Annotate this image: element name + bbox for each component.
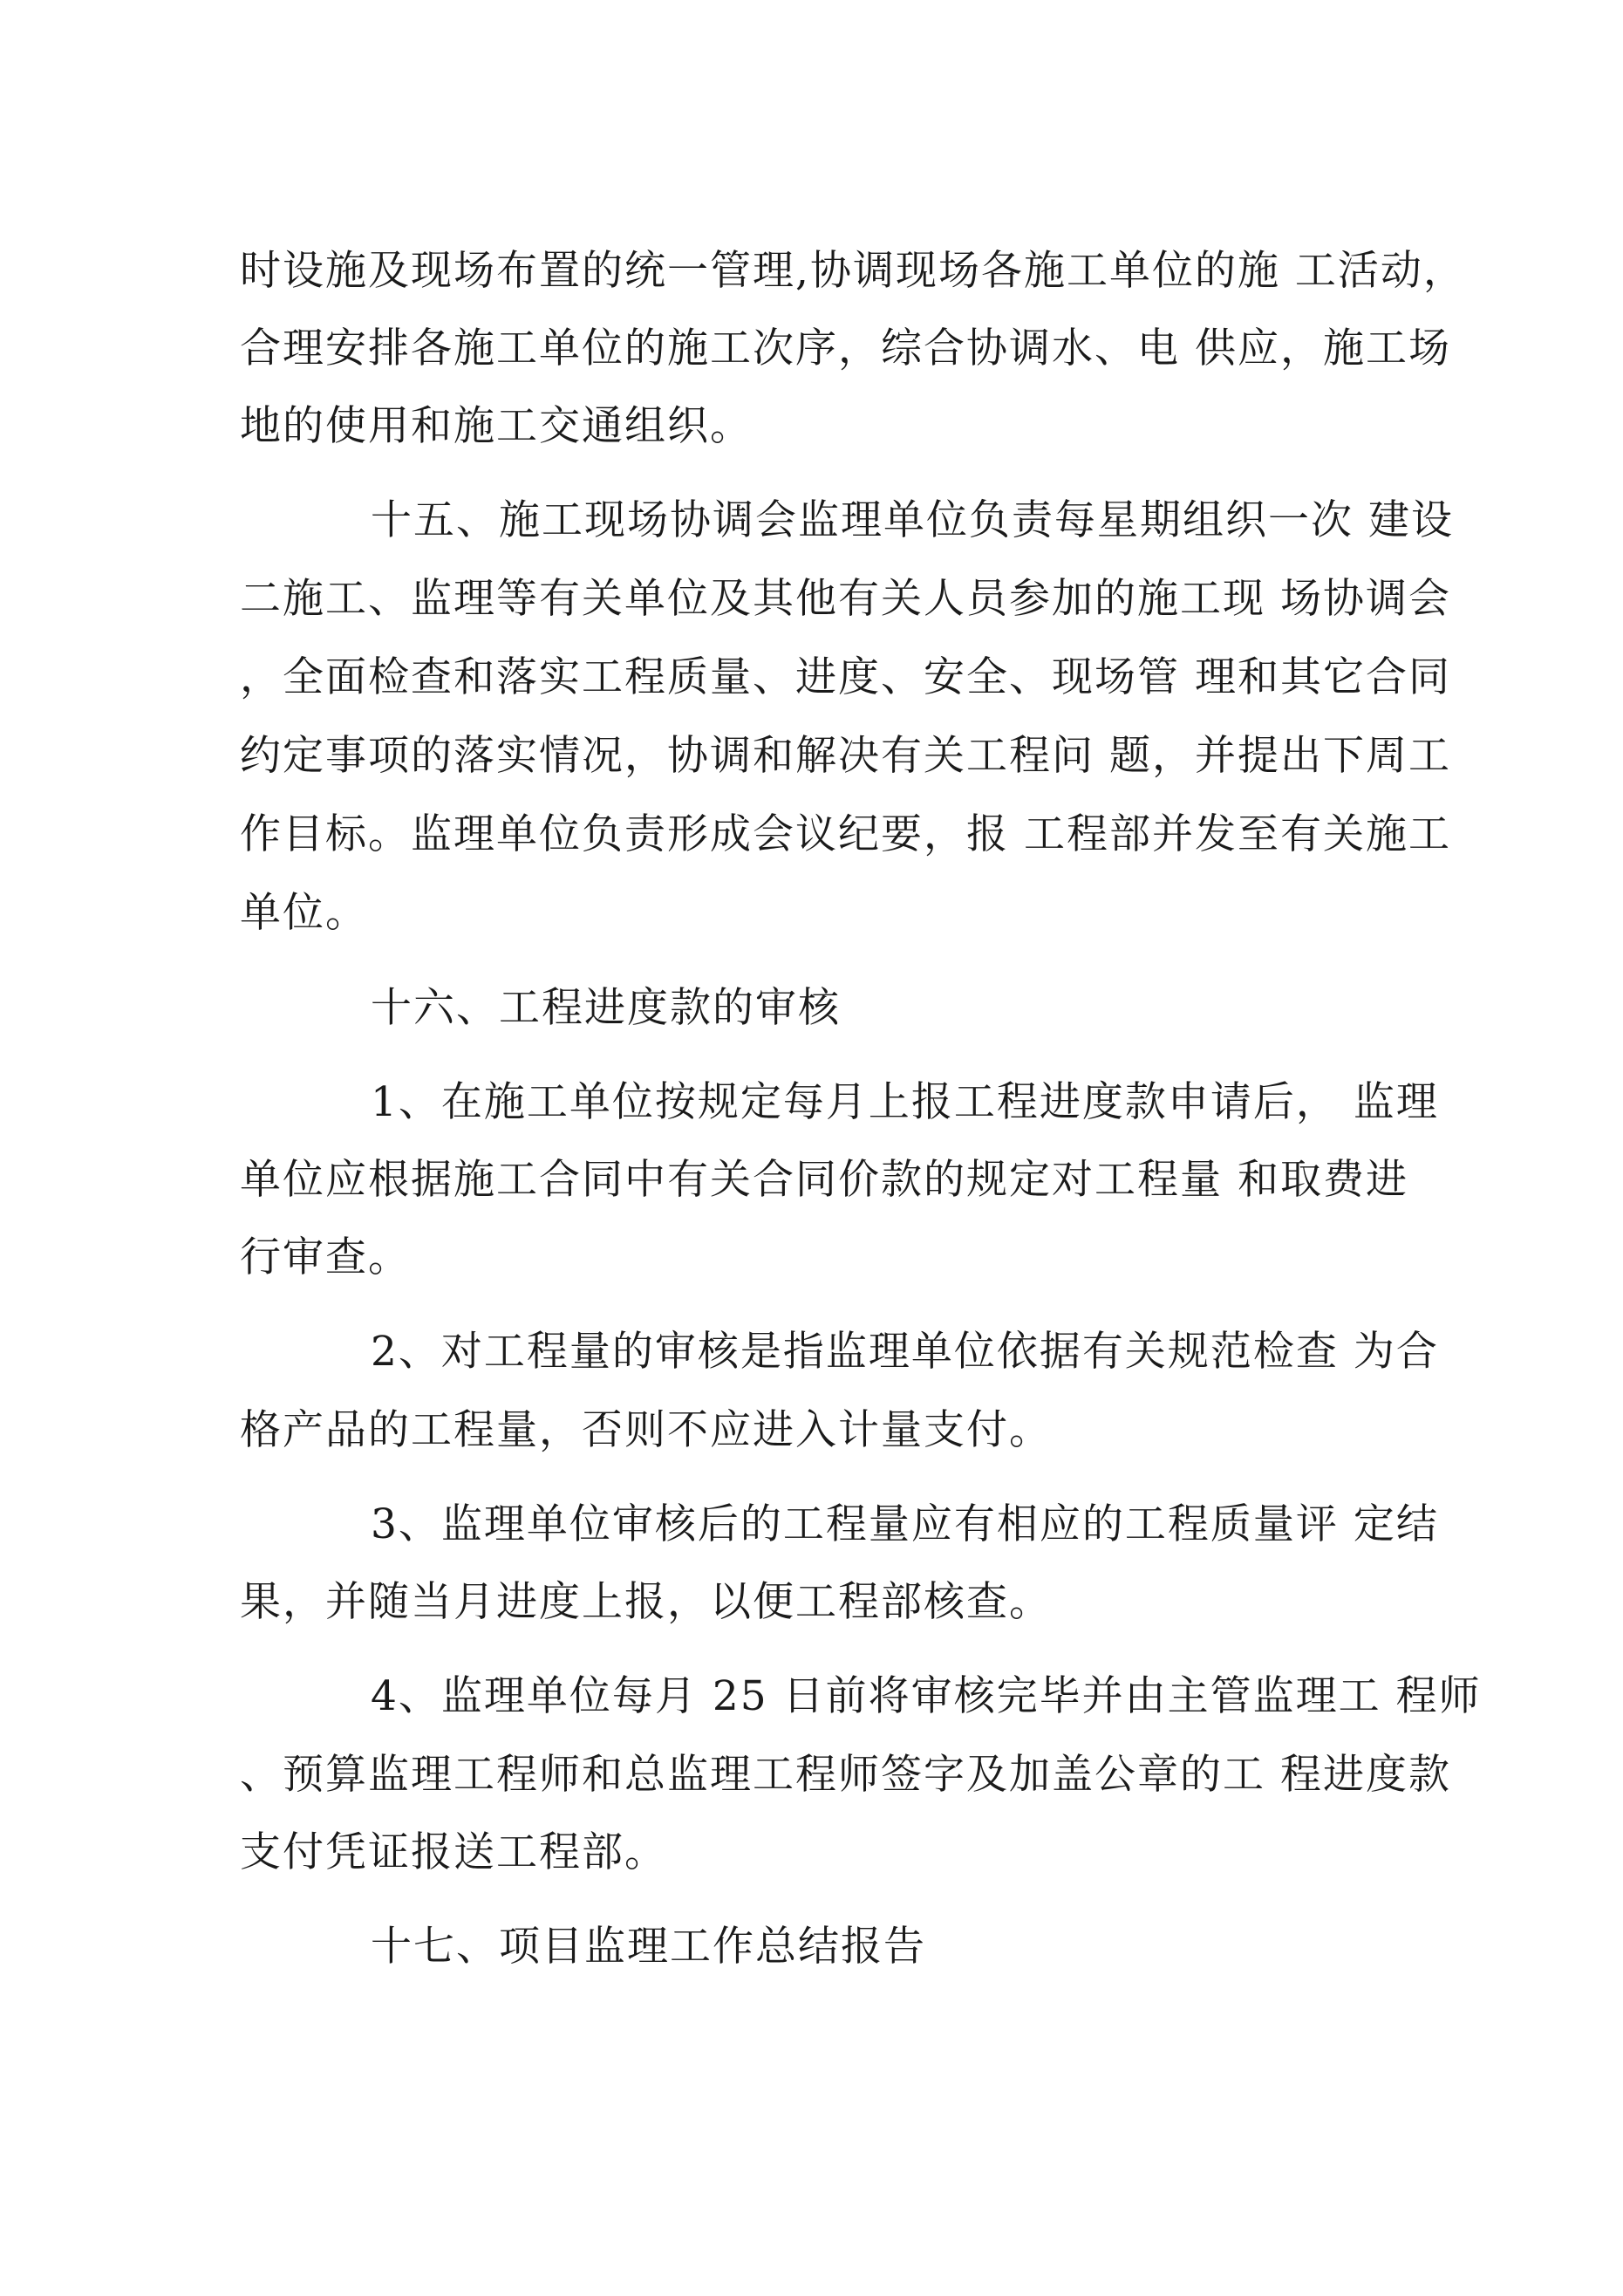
text-line: 行审查。 — [240, 1233, 411, 1281]
section-heading-15: 十五、施工现场协调会监理单位负责每星期组织一次 建设 — [371, 496, 1454, 544]
text-line: 3、监理单位审核后的工程量应有相应的工程质量评 定结 — [371, 1500, 1439, 1548]
text-line: 单位。 — [240, 889, 368, 937]
text-line: 约定事项的落实情况，协调和解决有关工程问 题，并提出下周工 — [240, 732, 1451, 780]
text-line: 格产品的工程量，否则不应进入计量支付。 — [240, 1406, 1052, 1454]
text-line: 二施工、监理等有关单位及其他有关人员参加的施工现 场协调会 — [240, 575, 1451, 623]
text-line: 、预算监理工程师和总监理工程师签字及加盖公章的工 程进度款 — [240, 1751, 1451, 1799]
text-line: 地的使用和施工交通组织。 — [240, 402, 753, 450]
text-line: 4、监理单位每月 25 日前将审核完毕并由主管监理工 程师 — [371, 1672, 1482, 1720]
text-line: 合理安排各施工单位的施工次序，综合协调水、电 供应，施工场 — [240, 325, 1451, 372]
text-line: 作目标。监理单位负责形成会议纪要，报 工程部并发至有关施工 — [240, 810, 1451, 858]
text-line: 2、对工程量的审核是指监理单位依据有关规范检查 为合 — [371, 1328, 1439, 1376]
text-line: 果，并随当月进度上报，以便工程部核查。 — [240, 1578, 1052, 1626]
text-line: ，全面检查和落实工程质量、进度、安全、现场管 理和其它合同 — [240, 653, 1451, 701]
text-line: 单位应根据施工合同中有关合同价款的规定对工程量 和取费进 — [240, 1156, 1408, 1204]
section-heading-17: 十七、项目监理工作总结报告 — [371, 1923, 926, 1971]
section-heading-16: 十六、工程进度款的审核 — [371, 984, 841, 1032]
text-line: 1、在施工单位按规定每月上报工程进度款申请后， 监理 — [371, 1078, 1439, 1126]
text-line: 支付凭证报送工程部。 — [240, 1828, 667, 1876]
text-line: 时设施及现场布置的统一管理,协调现场各施工单位的施 工活动， — [240, 247, 1466, 295]
